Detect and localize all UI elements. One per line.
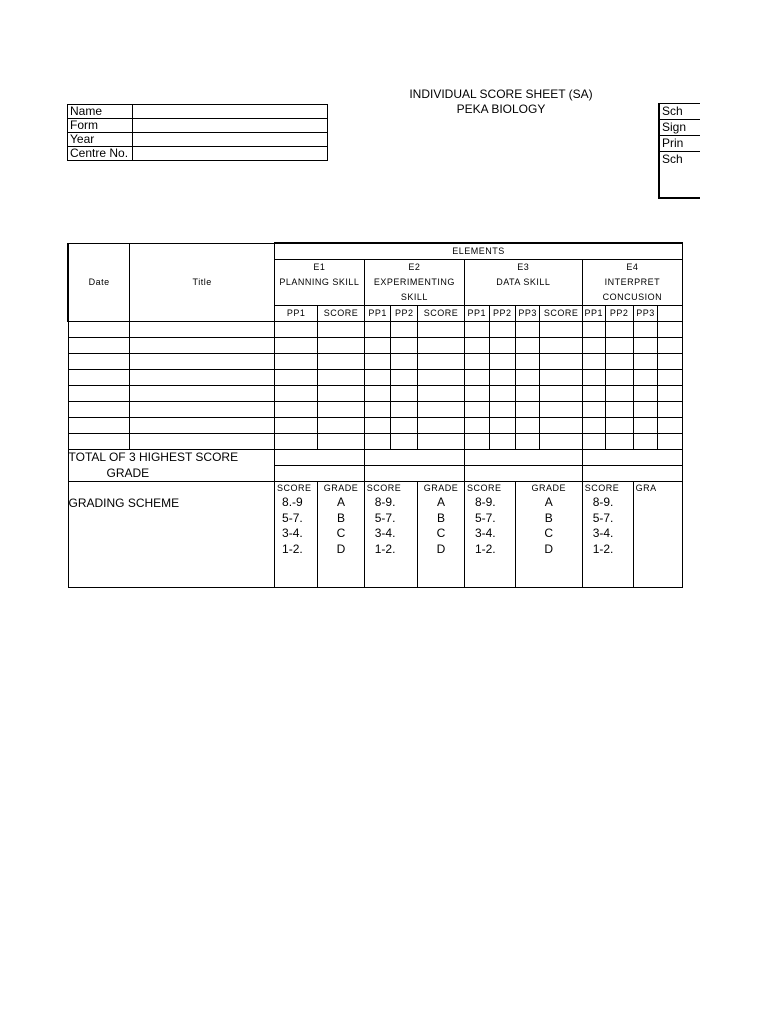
- e4-grade[interactable]: [582, 466, 682, 482]
- e1-scheme-grades: GRADE A B C D: [318, 482, 364, 588]
- table-row: [68, 322, 683, 338]
- table-row: [68, 402, 683, 418]
- table-row: [68, 354, 683, 370]
- e1-name: PLANNING SKILL: [275, 275, 365, 306]
- e3-pp2-header: PP2: [489, 306, 515, 322]
- e1-grade[interactable]: [275, 466, 365, 482]
- centre-label: Centre No.: [68, 147, 133, 161]
- name-label: Name: [68, 105, 133, 119]
- e3-code: E3: [464, 260, 582, 276]
- table-row: [68, 386, 683, 402]
- title-line-2: PEKA BIOLOGY: [456, 102, 546, 116]
- form-label: Form: [68, 119, 133, 133]
- e2-pp1-header: PP1: [364, 306, 391, 322]
- table-row: [68, 434, 683, 450]
- school-info-item: Sch: [662, 152, 683, 166]
- e2-scheme-grades: GRADE A B C D: [418, 482, 465, 588]
- table-row: [68, 418, 683, 434]
- grading-scheme-label: GRADING SCHEME: [68, 482, 275, 588]
- e2-total[interactable]: [364, 450, 464, 466]
- e2-name-line1: EXPERIMENTING: [364, 275, 464, 290]
- e3-pp3-header: PP3: [515, 306, 540, 322]
- e4-scheme-grades: GRA: [633, 482, 682, 588]
- e3-score-header: SCORE: [540, 306, 582, 322]
- e3-scheme-grades: GRADE A B C D: [515, 482, 582, 588]
- title-header: Title: [130, 243, 275, 322]
- table-row: [68, 370, 683, 386]
- school-info-box: [658, 103, 700, 199]
- school-info-item: Sign: [660, 120, 700, 136]
- school-info-item: Sch: [660, 104, 700, 120]
- total-label: TOTAL OF 3 HIGHEST SCORE: [68, 450, 275, 466]
- e3-name: DATA SKILL: [464, 275, 582, 306]
- e4-score-header: [658, 306, 683, 322]
- e1-total[interactable]: [275, 450, 365, 466]
- grade-label: GRADE: [68, 466, 275, 482]
- e4-scheme-scores: SCORE 8-9. 5-7. 3-4. 1-2.: [582, 482, 633, 588]
- title-line-1: INDIVIDUAL SCORE SHEET (SA): [409, 87, 593, 101]
- e2-grade[interactable]: [364, 466, 464, 482]
- e2-scheme-scores: SCORE 8-9. 5-7. 3-4. 1-2.: [364, 482, 417, 588]
- date-header: Date: [68, 243, 130, 322]
- e3-pp1-header: PP1: [464, 306, 489, 322]
- e2-name-line2: SKILL: [364, 290, 464, 306]
- e3-grade[interactable]: [464, 466, 582, 482]
- school-info-item: Prin: [660, 136, 700, 152]
- e4-pp1-header: PP1: [582, 306, 605, 322]
- e1-score-header: SCORE: [318, 306, 364, 322]
- e1-code: E1: [275, 260, 365, 276]
- e4-code: E4: [582, 260, 682, 276]
- e2-score-header: SCORE: [418, 306, 465, 322]
- e4-name-line1: INTERPRET: [582, 275, 682, 290]
- e2-code: E2: [364, 260, 464, 276]
- e4-pp2-header: PP2: [605, 306, 633, 322]
- score-table: [67, 242, 683, 588]
- e1-scheme-scores: SCORE 8.-9 5-7. 3-4. 1-2.: [275, 482, 318, 588]
- elements-header: ELEMENTS: [275, 243, 683, 260]
- e3-scheme-scores: SCORE 8-9. 5-7. 3-4. 1-2.: [464, 482, 515, 588]
- e1-pp1-header: PP1: [275, 306, 318, 322]
- table-row: [68, 338, 683, 354]
- e4-name-line2: CONCUSION: [582, 290, 682, 306]
- e2-pp2-header: PP2: [391, 306, 418, 322]
- e3-total[interactable]: [464, 450, 582, 466]
- e4-total[interactable]: [582, 450, 682, 466]
- year-label: Year: [68, 133, 133, 147]
- e4-pp3-header: PP3: [633, 306, 658, 322]
